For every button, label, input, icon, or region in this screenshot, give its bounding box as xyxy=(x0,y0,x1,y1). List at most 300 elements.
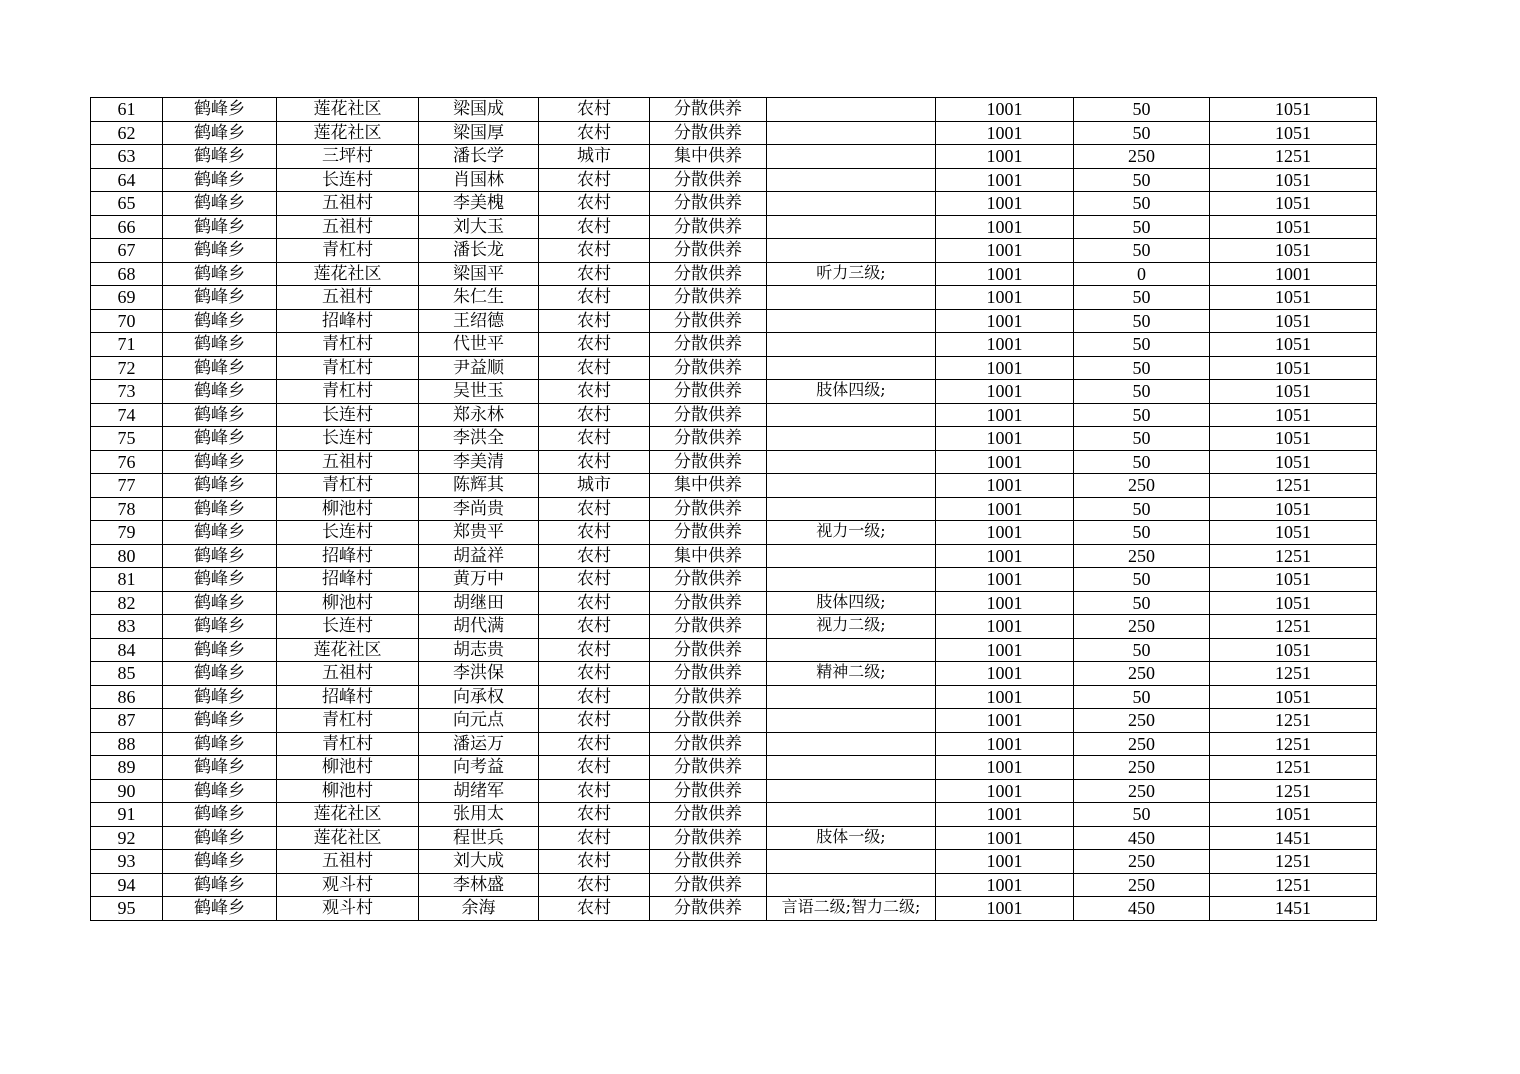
support-type-cell: 分散供养 xyxy=(650,192,767,216)
village-cell: 五祖村 xyxy=(277,662,419,686)
village-cell: 五祖村 xyxy=(277,192,419,216)
township-cell: 鹤峰乡 xyxy=(163,873,277,897)
household-type-cell: 农村 xyxy=(539,286,650,310)
disability-level-cell xyxy=(767,873,936,897)
extra-amount-cell: 50 xyxy=(1074,803,1210,827)
support-type-cell: 分散供养 xyxy=(650,615,767,639)
disability-level-cell: 肢体四级; xyxy=(767,591,936,615)
support-type-cell: 分散供养 xyxy=(650,638,767,662)
township-cell: 鹤峰乡 xyxy=(163,497,277,521)
table-row xyxy=(91,333,1377,357)
row-number-cell: 94 xyxy=(91,873,163,897)
table-row xyxy=(91,239,1377,263)
row-number-cell: 67 xyxy=(91,239,163,263)
support-type-cell: 分散供养 xyxy=(650,803,767,827)
table-row xyxy=(91,309,1377,333)
support-type-cell: 分散供养 xyxy=(650,98,767,122)
table-row xyxy=(91,145,1377,169)
row-number-cell: 86 xyxy=(91,685,163,709)
base-amount-cell: 1001 xyxy=(936,685,1074,709)
total-amount-cell: 1251 xyxy=(1210,662,1377,686)
household-type-cell: 农村 xyxy=(539,309,650,333)
village-cell: 柳池村 xyxy=(277,497,419,521)
township-cell: 鹤峰乡 xyxy=(163,709,277,733)
row-number-cell: 90 xyxy=(91,779,163,803)
disability-level-cell xyxy=(767,474,936,498)
support-type-cell: 分散供养 xyxy=(650,309,767,333)
row-number-cell: 92 xyxy=(91,826,163,850)
township-cell: 鹤峰乡 xyxy=(163,380,277,404)
village-cell: 招峰村 xyxy=(277,685,419,709)
disability-level-cell xyxy=(767,803,936,827)
row-number-cell: 91 xyxy=(91,803,163,827)
person-name-cell: 郑贵平 xyxy=(419,521,539,545)
table-row xyxy=(91,380,1377,404)
township-cell: 鹤峰乡 xyxy=(163,591,277,615)
disability-level-cell xyxy=(767,215,936,239)
table-row xyxy=(91,168,1377,192)
disability-level-cell xyxy=(767,685,936,709)
village-cell: 五祖村 xyxy=(277,286,419,310)
total-amount-cell: 1051 xyxy=(1210,521,1377,545)
support-type-cell: 分散供养 xyxy=(650,333,767,357)
total-amount-cell: 1051 xyxy=(1210,356,1377,380)
household-type-cell: 农村 xyxy=(539,497,650,521)
disability-level-cell xyxy=(767,497,936,521)
extra-amount-cell: 50 xyxy=(1074,98,1210,122)
base-amount-cell: 1001 xyxy=(936,121,1074,145)
disability-level-cell xyxy=(767,732,936,756)
household-type-cell: 农村 xyxy=(539,568,650,592)
disability-level-cell xyxy=(767,756,936,780)
row-number-cell: 68 xyxy=(91,262,163,286)
disability-level-cell: 视力一级; xyxy=(767,521,936,545)
support-type-cell: 分散供养 xyxy=(650,497,767,521)
table-row xyxy=(91,98,1377,122)
table-row xyxy=(91,450,1377,474)
village-cell: 五祖村 xyxy=(277,215,419,239)
person-name-cell: 刘大玉 xyxy=(419,215,539,239)
person-name-cell: 梁国厚 xyxy=(419,121,539,145)
row-number-cell: 72 xyxy=(91,356,163,380)
row-number-cell: 62 xyxy=(91,121,163,145)
person-name-cell: 刘大成 xyxy=(419,850,539,874)
total-amount-cell: 1051 xyxy=(1210,497,1377,521)
total-amount-cell: 1051 xyxy=(1210,403,1377,427)
person-name-cell: 梁国成 xyxy=(419,98,539,122)
table-row xyxy=(91,286,1377,310)
base-amount-cell: 1001 xyxy=(936,826,1074,850)
row-number-cell: 83 xyxy=(91,615,163,639)
household-type-cell: 农村 xyxy=(539,873,650,897)
extra-amount-cell: 50 xyxy=(1074,192,1210,216)
support-type-cell: 分散供养 xyxy=(650,380,767,404)
household-type-cell: 农村 xyxy=(539,168,650,192)
extra-amount-cell: 50 xyxy=(1074,168,1210,192)
household-type-cell: 城市 xyxy=(539,145,650,169)
person-name-cell: 胡代满 xyxy=(419,615,539,639)
row-number-cell: 89 xyxy=(91,756,163,780)
row-number-cell: 88 xyxy=(91,732,163,756)
extra-amount-cell: 50 xyxy=(1074,333,1210,357)
township-cell: 鹤峰乡 xyxy=(163,145,277,169)
total-amount-cell: 1051 xyxy=(1210,98,1377,122)
row-number-cell: 71 xyxy=(91,333,163,357)
support-type-cell: 分散供养 xyxy=(650,568,767,592)
household-type-cell: 农村 xyxy=(539,803,650,827)
support-type-cell: 分散供养 xyxy=(650,356,767,380)
base-amount-cell: 1001 xyxy=(936,779,1074,803)
township-cell: 鹤峰乡 xyxy=(163,427,277,451)
total-amount-cell: 1251 xyxy=(1210,615,1377,639)
disability-level-cell xyxy=(767,544,936,568)
village-cell: 招峰村 xyxy=(277,309,419,333)
row-number-cell: 63 xyxy=(91,145,163,169)
row-number-cell: 84 xyxy=(91,638,163,662)
base-amount-cell: 1001 xyxy=(936,873,1074,897)
extra-amount-cell: 50 xyxy=(1074,685,1210,709)
base-amount-cell: 1001 xyxy=(936,850,1074,874)
person-name-cell: 程世兵 xyxy=(419,826,539,850)
township-cell: 鹤峰乡 xyxy=(163,732,277,756)
household-type-cell: 城市 xyxy=(539,474,650,498)
base-amount-cell: 1001 xyxy=(936,356,1074,380)
base-amount-cell: 1001 xyxy=(936,239,1074,263)
support-type-cell: 分散供养 xyxy=(650,756,767,780)
household-type-cell: 农村 xyxy=(539,756,650,780)
total-amount-cell: 1051 xyxy=(1210,568,1377,592)
table-body xyxy=(91,98,1377,921)
person-name-cell: 李洪保 xyxy=(419,662,539,686)
disability-level-cell: 肢体四级; xyxy=(767,380,936,404)
township-cell: 鹤峰乡 xyxy=(163,215,277,239)
person-name-cell: 李尚贵 xyxy=(419,497,539,521)
village-cell: 三坪村 xyxy=(277,145,419,169)
base-amount-cell: 1001 xyxy=(936,544,1074,568)
support-type-cell: 分散供养 xyxy=(650,427,767,451)
household-type-cell: 农村 xyxy=(539,427,650,451)
row-number-cell: 85 xyxy=(91,662,163,686)
total-amount-cell: 1051 xyxy=(1210,450,1377,474)
village-cell: 招峰村 xyxy=(277,544,419,568)
township-cell: 鹤峰乡 xyxy=(163,803,277,827)
row-number-cell: 74 xyxy=(91,403,163,427)
base-amount-cell: 1001 xyxy=(936,403,1074,427)
total-amount-cell: 1051 xyxy=(1210,168,1377,192)
village-cell: 青杠村 xyxy=(277,356,419,380)
disability-level-cell xyxy=(767,779,936,803)
person-name-cell: 黄万中 xyxy=(419,568,539,592)
household-type-cell: 农村 xyxy=(539,662,650,686)
extra-amount-cell: 50 xyxy=(1074,309,1210,333)
support-type-cell: 分散供养 xyxy=(650,286,767,310)
township-cell: 鹤峰乡 xyxy=(163,192,277,216)
township-cell: 鹤峰乡 xyxy=(163,779,277,803)
township-cell: 鹤峰乡 xyxy=(163,121,277,145)
person-name-cell: 李林盛 xyxy=(419,873,539,897)
total-amount-cell: 1251 xyxy=(1210,732,1377,756)
total-amount-cell: 1051 xyxy=(1210,121,1377,145)
table-row xyxy=(91,403,1377,427)
support-type-cell: 分散供养 xyxy=(650,403,767,427)
support-type-cell: 分散供养 xyxy=(650,873,767,897)
village-cell: 莲花社区 xyxy=(277,826,419,850)
base-amount-cell: 1001 xyxy=(936,662,1074,686)
table-row xyxy=(91,192,1377,216)
total-amount-cell: 1051 xyxy=(1210,215,1377,239)
township-cell: 鹤峰乡 xyxy=(163,333,277,357)
total-amount-cell: 1051 xyxy=(1210,309,1377,333)
table-row xyxy=(91,215,1377,239)
household-type-cell: 农村 xyxy=(539,262,650,286)
extra-amount-cell: 50 xyxy=(1074,497,1210,521)
extra-amount-cell: 250 xyxy=(1074,779,1210,803)
disability-level-cell xyxy=(767,403,936,427)
table-row xyxy=(91,803,1377,827)
person-name-cell: 余海 xyxy=(419,897,539,921)
row-number-cell: 64 xyxy=(91,168,163,192)
disability-level-cell xyxy=(767,450,936,474)
total-amount-cell: 1051 xyxy=(1210,192,1377,216)
extra-amount-cell: 50 xyxy=(1074,638,1210,662)
table-row xyxy=(91,709,1377,733)
support-type-cell: 分散供养 xyxy=(650,662,767,686)
support-type-cell: 分散供养 xyxy=(650,850,767,874)
row-number-cell: 77 xyxy=(91,474,163,498)
row-number-cell: 75 xyxy=(91,427,163,451)
person-name-cell: 郑永林 xyxy=(419,403,539,427)
township-cell: 鹤峰乡 xyxy=(163,638,277,662)
extra-amount-cell: 50 xyxy=(1074,591,1210,615)
support-type-cell: 分散供养 xyxy=(650,215,767,239)
extra-amount-cell: 50 xyxy=(1074,215,1210,239)
table-row xyxy=(91,544,1377,568)
support-type-cell: 分散供养 xyxy=(650,709,767,733)
disability-level-cell xyxy=(767,356,936,380)
person-name-cell: 胡继田 xyxy=(419,591,539,615)
extra-amount-cell: 250 xyxy=(1074,145,1210,169)
extra-amount-cell: 50 xyxy=(1074,568,1210,592)
row-number-cell: 79 xyxy=(91,521,163,545)
village-cell: 青杠村 xyxy=(277,239,419,263)
table-row xyxy=(91,121,1377,145)
table-row xyxy=(91,897,1377,921)
township-cell: 鹤峰乡 xyxy=(163,568,277,592)
household-type-cell: 农村 xyxy=(539,685,650,709)
disability-level-cell: 视力二级; xyxy=(767,615,936,639)
total-amount-cell: 1001 xyxy=(1210,262,1377,286)
township-cell: 鹤峰乡 xyxy=(163,826,277,850)
table-row xyxy=(91,638,1377,662)
township-cell: 鹤峰乡 xyxy=(163,756,277,780)
total-amount-cell: 1051 xyxy=(1210,333,1377,357)
person-name-cell: 向承权 xyxy=(419,685,539,709)
person-name-cell: 潘运万 xyxy=(419,732,539,756)
township-cell: 鹤峰乡 xyxy=(163,168,277,192)
disability-level-cell: 精神二级; xyxy=(767,662,936,686)
support-type-cell: 分散供养 xyxy=(650,450,767,474)
support-type-cell: 分散供养 xyxy=(650,168,767,192)
household-type-cell: 农村 xyxy=(539,521,650,545)
base-amount-cell: 1001 xyxy=(936,497,1074,521)
extra-amount-cell: 50 xyxy=(1074,380,1210,404)
household-type-cell: 农村 xyxy=(539,380,650,404)
village-cell: 青杠村 xyxy=(277,380,419,404)
base-amount-cell: 1001 xyxy=(936,286,1074,310)
person-name-cell: 朱仁生 xyxy=(419,286,539,310)
base-amount-cell: 1001 xyxy=(936,615,1074,639)
table-row xyxy=(91,826,1377,850)
base-amount-cell: 1001 xyxy=(936,98,1074,122)
total-amount-cell: 1051 xyxy=(1210,427,1377,451)
data-table xyxy=(90,97,1377,921)
table-row xyxy=(91,521,1377,545)
base-amount-cell: 1001 xyxy=(936,168,1074,192)
table-row xyxy=(91,568,1377,592)
village-cell: 长连村 xyxy=(277,427,419,451)
base-amount-cell: 1001 xyxy=(936,638,1074,662)
table-row xyxy=(91,591,1377,615)
disability-level-cell xyxy=(767,568,936,592)
total-amount-cell: 1051 xyxy=(1210,638,1377,662)
township-cell: 鹤峰乡 xyxy=(163,98,277,122)
disability-level-cell xyxy=(767,168,936,192)
support-type-cell: 集中供养 xyxy=(650,474,767,498)
village-cell: 青杠村 xyxy=(277,474,419,498)
table-row xyxy=(91,497,1377,521)
township-cell: 鹤峰乡 xyxy=(163,450,277,474)
person-name-cell: 张用太 xyxy=(419,803,539,827)
extra-amount-cell: 50 xyxy=(1074,427,1210,451)
township-cell: 鹤峰乡 xyxy=(163,521,277,545)
row-number-cell: 93 xyxy=(91,850,163,874)
household-type-cell: 农村 xyxy=(539,98,650,122)
village-cell: 莲花社区 xyxy=(277,98,419,122)
base-amount-cell: 1001 xyxy=(936,215,1074,239)
township-cell: 鹤峰乡 xyxy=(163,897,277,921)
village-cell: 柳池村 xyxy=(277,591,419,615)
household-type-cell: 农村 xyxy=(539,897,650,921)
person-name-cell: 尹益顺 xyxy=(419,356,539,380)
row-number-cell: 81 xyxy=(91,568,163,592)
household-type-cell: 农村 xyxy=(539,779,650,803)
household-type-cell: 农村 xyxy=(539,591,650,615)
village-cell: 青杠村 xyxy=(277,333,419,357)
disability-level-cell: 肢体一级; xyxy=(767,826,936,850)
person-name-cell: 向考益 xyxy=(419,756,539,780)
total-amount-cell: 1251 xyxy=(1210,850,1377,874)
support-type-cell: 分散供养 xyxy=(650,685,767,709)
support-type-cell: 分散供养 xyxy=(650,262,767,286)
disability-level-cell: 言语二级;智力二级; xyxy=(767,897,936,921)
extra-amount-cell: 250 xyxy=(1074,873,1210,897)
household-type-cell: 农村 xyxy=(539,638,650,662)
total-amount-cell: 1051 xyxy=(1210,380,1377,404)
support-type-cell: 分散供养 xyxy=(650,779,767,803)
household-type-cell: 农村 xyxy=(539,615,650,639)
base-amount-cell: 1001 xyxy=(936,262,1074,286)
village-cell: 莲花社区 xyxy=(277,121,419,145)
support-type-cell: 分散供养 xyxy=(650,591,767,615)
household-type-cell: 农村 xyxy=(539,709,650,733)
table-row xyxy=(91,662,1377,686)
extra-amount-cell: 250 xyxy=(1074,474,1210,498)
base-amount-cell: 1001 xyxy=(936,803,1074,827)
row-number-cell: 82 xyxy=(91,591,163,615)
row-number-cell: 73 xyxy=(91,380,163,404)
extra-amount-cell: 250 xyxy=(1074,732,1210,756)
household-type-cell: 农村 xyxy=(539,121,650,145)
base-amount-cell: 1001 xyxy=(936,427,1074,451)
household-type-cell: 农村 xyxy=(539,732,650,756)
township-cell: 鹤峰乡 xyxy=(163,685,277,709)
disability-level-cell xyxy=(767,850,936,874)
base-amount-cell: 1001 xyxy=(936,474,1074,498)
extra-amount-cell: 450 xyxy=(1074,897,1210,921)
person-name-cell: 陈辉其 xyxy=(419,474,539,498)
person-name-cell: 王绍德 xyxy=(419,309,539,333)
person-name-cell: 胡益祥 xyxy=(419,544,539,568)
township-cell: 鹤峰乡 xyxy=(163,474,277,498)
base-amount-cell: 1001 xyxy=(936,568,1074,592)
township-cell: 鹤峰乡 xyxy=(163,356,277,380)
total-amount-cell: 1251 xyxy=(1210,756,1377,780)
table-row xyxy=(91,615,1377,639)
table-row xyxy=(91,873,1377,897)
household-type-cell: 农村 xyxy=(539,403,650,427)
household-type-cell: 农村 xyxy=(539,356,650,380)
extra-amount-cell: 50 xyxy=(1074,356,1210,380)
extra-amount-cell: 250 xyxy=(1074,709,1210,733)
base-amount-cell: 1001 xyxy=(936,591,1074,615)
village-cell: 长连村 xyxy=(277,168,419,192)
base-amount-cell: 1001 xyxy=(936,709,1074,733)
extra-amount-cell: 50 xyxy=(1074,121,1210,145)
row-number-cell: 95 xyxy=(91,897,163,921)
base-amount-cell: 1001 xyxy=(936,145,1074,169)
township-cell: 鹤峰乡 xyxy=(163,309,277,333)
total-amount-cell: 1451 xyxy=(1210,897,1377,921)
total-amount-cell: 1251 xyxy=(1210,873,1377,897)
township-cell: 鹤峰乡 xyxy=(163,239,277,263)
person-name-cell: 向元点 xyxy=(419,709,539,733)
township-cell: 鹤峰乡 xyxy=(163,850,277,874)
disability-level-cell xyxy=(767,121,936,145)
village-cell: 莲花社区 xyxy=(277,262,419,286)
person-name-cell: 潘长龙 xyxy=(419,239,539,263)
row-number-cell: 87 xyxy=(91,709,163,733)
support-type-cell: 分散供养 xyxy=(650,732,767,756)
household-type-cell: 农村 xyxy=(539,239,650,263)
support-type-cell: 分散供养 xyxy=(650,826,767,850)
village-cell: 莲花社区 xyxy=(277,803,419,827)
table-row xyxy=(91,262,1377,286)
extra-amount-cell: 250 xyxy=(1074,756,1210,780)
township-cell: 鹤峰乡 xyxy=(163,544,277,568)
table-row xyxy=(91,779,1377,803)
village-cell: 长连村 xyxy=(277,521,419,545)
total-amount-cell: 1251 xyxy=(1210,474,1377,498)
base-amount-cell: 1001 xyxy=(936,450,1074,474)
disability-level-cell xyxy=(767,427,936,451)
township-cell: 鹤峰乡 xyxy=(163,403,277,427)
disability-level-cell: 听力三级; xyxy=(767,262,936,286)
extra-amount-cell: 50 xyxy=(1074,521,1210,545)
total-amount-cell: 1051 xyxy=(1210,803,1377,827)
extra-amount-cell: 0 xyxy=(1074,262,1210,286)
household-type-cell: 农村 xyxy=(539,192,650,216)
person-name-cell: 代世平 xyxy=(419,333,539,357)
